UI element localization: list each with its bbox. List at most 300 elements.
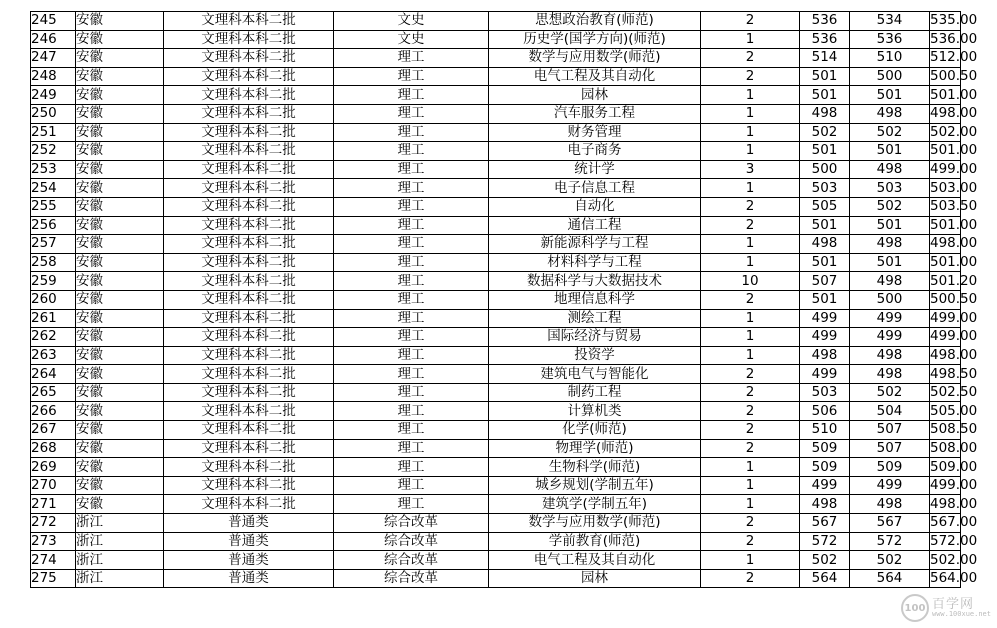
major-cell: 制药工程 — [489, 383, 701, 402]
min-score-cell: 500 — [850, 290, 930, 309]
province-cell: 安徽 — [76, 346, 164, 365]
enrolled-count-cell: 2 — [701, 514, 800, 533]
row-index-cell: 260 — [31, 290, 76, 309]
max-score-cell: 509 — [800, 439, 850, 458]
avg-score-cell: 508.50 — [930, 421, 978, 438]
row-index-cell: 259 — [31, 272, 76, 291]
max-score-cell: 502 — [800, 551, 850, 570]
watermark-text-group — [932, 598, 991, 618]
table-body — [31, 12, 978, 588]
province-cell: 安徽 — [76, 235, 164, 254]
major-cell: 城乡规划(学制五年) — [489, 476, 701, 495]
batch-cell: 文理科本科二批 — [164, 12, 334, 31]
major-cell: 学前教育(师范) — [489, 532, 701, 551]
row-index-cell: 269 — [31, 458, 76, 477]
subject-type-cell: 理工 — [334, 216, 489, 235]
avg-score-cell: 502.00 — [930, 123, 978, 140]
enrolled-count-cell: 2 — [701, 383, 800, 402]
batch-cell: 文理科本科二批 — [164, 253, 334, 272]
province-cell: 安徽 — [76, 458, 164, 477]
avg-score-cell: 536.00 — [930, 30, 978, 47]
batch-cell: 文理科本科二批 — [164, 235, 334, 254]
table-row — [31, 86, 961, 105]
table-row — [31, 216, 961, 235]
avg-score-cell: 564.00 — [930, 570, 978, 587]
table-row — [31, 458, 961, 477]
avg-score-cell: 501.20 — [930, 272, 978, 289]
row-index-cell: 256 — [31, 216, 76, 235]
avg-score-cell: 500.50 — [930, 68, 978, 85]
province-cell: 安徽 — [76, 104, 164, 123]
avg-score-cell: 499.00 — [930, 328, 978, 345]
enrolled-count-cell: 1 — [701, 476, 800, 495]
min-score-cell: 509 — [850, 458, 930, 477]
enrolled-count-cell: 2 — [701, 197, 800, 216]
min-score-cell: 507 — [850, 439, 930, 458]
enrolled-count-cell: 1 — [701, 235, 800, 254]
admission-scores-table — [30, 11, 978, 588]
table-row — [31, 532, 961, 551]
province-cell: 安徽 — [76, 290, 164, 309]
table-row — [31, 551, 961, 570]
row-index-cell: 273 — [31, 532, 76, 551]
batch-cell: 文理科本科二批 — [164, 495, 334, 514]
table-row — [31, 309, 961, 328]
table-row — [31, 123, 961, 142]
max-score-cell: 510 — [800, 421, 850, 440]
max-score-cell: 564 — [800, 569, 850, 588]
avg-score-cell: 500.50 — [930, 291, 978, 308]
major-cell: 物理学(师范) — [489, 439, 701, 458]
province-cell: 安徽 — [76, 495, 164, 514]
province-cell: 安徽 — [76, 272, 164, 291]
batch-cell: 文理科本科二批 — [164, 328, 334, 347]
min-score-cell: 498 — [850, 346, 930, 365]
enrolled-count-cell: 2 — [701, 49, 800, 68]
enrolled-count-cell: 2 — [701, 421, 800, 440]
avg-score-cell: 498.00 — [930, 346, 978, 363]
avg-score-cell: 535.00 — [930, 12, 978, 29]
row-index-cell: 253 — [31, 160, 76, 179]
min-score-cell: 501 — [850, 142, 930, 161]
enrolled-count-cell: 2 — [701, 290, 800, 309]
min-score-cell: 499 — [850, 328, 930, 347]
subject-type-cell: 理工 — [334, 49, 489, 68]
major-cell: 测绘工程 — [489, 309, 701, 328]
table-row — [31, 235, 961, 254]
max-score-cell: 499 — [800, 328, 850, 347]
min-score-cell: 501 — [850, 253, 930, 272]
subject-type-cell: 理工 — [334, 421, 489, 440]
min-score-cell: 498 — [850, 235, 930, 254]
subject-type-cell: 理工 — [334, 458, 489, 477]
min-score-cell: 498 — [850, 160, 930, 179]
row-index-cell: 274 — [31, 551, 76, 570]
batch-cell: 文理科本科二批 — [164, 104, 334, 123]
batch-cell: 文理科本科二批 — [164, 67, 334, 86]
enrolled-count-cell: 2 — [701, 402, 800, 421]
row-index-cell: 262 — [31, 328, 76, 347]
avg-score-cell: 572.00 — [930, 532, 978, 549]
min-score-cell: 567 — [850, 514, 930, 533]
major-cell: 地理信息科学 — [489, 290, 701, 309]
batch-cell: 文理科本科二批 — [164, 216, 334, 235]
enrolled-count-cell: 2 — [701, 569, 800, 588]
batch-cell: 文理科本科二批 — [164, 123, 334, 142]
province-cell: 浙江 — [76, 569, 164, 588]
avg-score-cell: 501.00 — [930, 216, 978, 233]
max-score-cell: 501 — [800, 67, 850, 86]
major-cell: 电气工程及其自动化 — [489, 551, 701, 570]
subject-type-cell: 理工 — [334, 495, 489, 514]
batch-cell: 文理科本科二批 — [164, 197, 334, 216]
subject-type-cell: 理工 — [334, 197, 489, 216]
max-score-cell: 501 — [800, 142, 850, 161]
subject-type-cell: 理工 — [334, 365, 489, 384]
max-score-cell: 514 — [800, 49, 850, 68]
min-score-cell: 536 — [850, 30, 930, 49]
avg-score-cell: 505.00 — [930, 402, 978, 419]
major-cell: 统计学 — [489, 160, 701, 179]
table-row — [31, 383, 961, 402]
watermark-url: www.100xue.net — [931, 610, 991, 618]
province-cell: 安徽 — [76, 328, 164, 347]
enrolled-count-cell: 2 — [701, 439, 800, 458]
row-index-cell: 271 — [31, 495, 76, 514]
avg-score-cell: 509.00 — [930, 458, 978, 475]
table-row — [31, 272, 961, 291]
enrolled-count-cell: 1 — [701, 86, 800, 105]
watermark — [901, 594, 991, 622]
batch-cell: 文理科本科二批 — [164, 86, 334, 105]
province-cell: 安徽 — [76, 179, 164, 198]
row-index-cell: 266 — [31, 402, 76, 421]
major-cell: 园林 — [489, 569, 701, 588]
subject-type-cell: 理工 — [334, 142, 489, 161]
batch-cell: 文理科本科二批 — [164, 439, 334, 458]
avg-score-cell: 498.00 — [930, 235, 978, 252]
min-score-cell: 502 — [850, 383, 930, 402]
province-cell: 安徽 — [76, 309, 164, 328]
subject-type-cell: 理工 — [334, 309, 489, 328]
province-cell: 安徽 — [76, 160, 164, 179]
max-score-cell: 498 — [800, 104, 850, 123]
table-row — [31, 402, 961, 421]
table-row — [31, 328, 961, 347]
province-cell: 安徽 — [76, 439, 164, 458]
enrolled-count-cell: 3 — [701, 160, 800, 179]
max-score-cell: 499 — [800, 365, 850, 384]
major-cell: 数学与应用数学(师范) — [489, 49, 701, 68]
table-row — [31, 49, 961, 68]
row-index-cell: 261 — [31, 309, 76, 328]
table-row — [31, 104, 961, 123]
subject-type-cell: 文史 — [334, 12, 489, 31]
subject-type-cell: 综合改革 — [334, 569, 489, 588]
batch-cell: 文理科本科二批 — [164, 309, 334, 328]
batch-cell: 文理科本科二批 — [164, 458, 334, 477]
batch-cell: 文理科本科二批 — [164, 290, 334, 309]
enrolled-count-cell: 1 — [701, 179, 800, 198]
max-score-cell: 567 — [800, 514, 850, 533]
province-cell: 浙江 — [76, 532, 164, 551]
table-row — [31, 569, 961, 588]
table-row — [31, 253, 961, 272]
enrolled-count-cell: 1 — [701, 328, 800, 347]
min-score-cell: 498 — [850, 104, 930, 123]
batch-cell: 文理科本科二批 — [164, 30, 334, 49]
subject-type-cell: 理工 — [334, 253, 489, 272]
subject-type-cell: 理工 — [334, 104, 489, 123]
row-index-cell: 255 — [31, 197, 76, 216]
row-index-cell: 248 — [31, 67, 76, 86]
max-score-cell: 501 — [800, 216, 850, 235]
table-row — [31, 179, 961, 198]
enrolled-count-cell: 1 — [701, 123, 800, 142]
table-row — [31, 12, 961, 31]
province-cell: 安徽 — [76, 67, 164, 86]
major-cell: 建筑电气与智能化 — [489, 365, 701, 384]
subject-type-cell: 理工 — [334, 476, 489, 495]
row-index-cell: 249 — [31, 86, 76, 105]
province-cell: 安徽 — [76, 197, 164, 216]
table-row — [31, 30, 961, 49]
avg-score-cell: 508.00 — [930, 439, 978, 456]
avg-score-cell: 502.00 — [930, 551, 978, 568]
avg-score-cell: 499.00 — [930, 477, 978, 494]
major-cell: 化学(师范) — [489, 421, 701, 440]
enrolled-count-cell: 2 — [701, 12, 800, 31]
avg-score-cell: 499.00 — [930, 309, 978, 326]
min-score-cell: 498 — [850, 365, 930, 384]
batch-cell: 文理科本科二批 — [164, 402, 334, 421]
max-score-cell: 502 — [800, 123, 850, 142]
row-index-cell: 267 — [31, 421, 76, 440]
min-score-cell: 510 — [850, 49, 930, 68]
min-score-cell: 501 — [850, 86, 930, 105]
table-row — [31, 290, 961, 309]
enrolled-count-cell: 2 — [701, 365, 800, 384]
max-score-cell: 498 — [800, 346, 850, 365]
table-row — [31, 514, 961, 533]
enrolled-count-cell: 1 — [701, 309, 800, 328]
province-cell: 安徽 — [76, 476, 164, 495]
subject-type-cell: 综合改革 — [334, 532, 489, 551]
table-row — [31, 495, 961, 514]
max-score-cell: 503 — [800, 383, 850, 402]
max-score-cell: 503 — [800, 179, 850, 198]
avg-score-cell: 503.50 — [930, 198, 978, 215]
subject-type-cell: 理工 — [334, 328, 489, 347]
table-row — [31, 142, 961, 161]
batch-cell: 普通类 — [164, 551, 334, 570]
major-cell: 投资学 — [489, 346, 701, 365]
row-index-cell: 245 — [31, 12, 76, 31]
enrolled-count-cell: 1 — [701, 458, 800, 477]
min-score-cell: 498 — [850, 495, 930, 514]
subject-type-cell: 理工 — [334, 439, 489, 458]
enrolled-count-cell: 1 — [701, 495, 800, 514]
min-score-cell: 502 — [850, 197, 930, 216]
subject-type-cell: 理工 — [334, 86, 489, 105]
min-score-cell: 499 — [850, 309, 930, 328]
province-cell: 安徽 — [76, 216, 164, 235]
max-score-cell: 499 — [800, 309, 850, 328]
enrolled-count-cell: 2 — [701, 67, 800, 86]
min-score-cell: 498 — [850, 272, 930, 291]
major-cell: 数学与应用数学(师范) — [489, 514, 701, 533]
row-index-cell: 268 — [31, 439, 76, 458]
max-score-cell: 499 — [800, 476, 850, 495]
max-score-cell: 498 — [800, 235, 850, 254]
subject-type-cell: 理工 — [334, 383, 489, 402]
subject-type-cell: 理工 — [334, 290, 489, 309]
max-score-cell: 536 — [800, 30, 850, 49]
table-row — [31, 476, 961, 495]
max-score-cell: 536 — [800, 12, 850, 31]
major-cell: 电气工程及其自动化 — [489, 67, 701, 86]
enrolled-count-cell: 1 — [701, 142, 800, 161]
major-cell: 生物科学(师范) — [489, 458, 701, 477]
min-score-cell: 503 — [850, 179, 930, 198]
major-cell: 历史学(国学方向)(师范) — [489, 30, 701, 49]
enrolled-count-cell: 1 — [701, 104, 800, 123]
max-score-cell: 506 — [800, 402, 850, 421]
subject-type-cell: 理工 — [334, 346, 489, 365]
province-cell: 安徽 — [76, 123, 164, 142]
min-score-cell: 564 — [850, 569, 930, 588]
table-row — [31, 439, 961, 458]
avg-score-cell: 501.00 — [930, 86, 978, 103]
major-cell: 园林 — [489, 86, 701, 105]
min-score-cell: 534 — [850, 12, 930, 31]
batch-cell: 文理科本科二批 — [164, 160, 334, 179]
avg-score-cell: 499.00 — [930, 161, 978, 178]
batch-cell: 文理科本科二批 — [164, 476, 334, 495]
batch-cell: 普通类 — [164, 532, 334, 551]
min-score-cell: 502 — [850, 123, 930, 142]
major-cell: 财务管理 — [489, 123, 701, 142]
subject-type-cell: 综合改革 — [334, 514, 489, 533]
major-cell: 数据科学与大数据技术 — [489, 272, 701, 291]
table-row — [31, 160, 961, 179]
subject-type-cell: 文史 — [334, 30, 489, 49]
avg-score-cell: 567.00 — [930, 514, 978, 531]
enrolled-count-cell: 2 — [701, 216, 800, 235]
enrolled-count-cell: 1 — [701, 551, 800, 570]
batch-cell: 文理科本科二批 — [164, 421, 334, 440]
min-score-cell: 507 — [850, 421, 930, 440]
subject-type-cell: 理工 — [334, 402, 489, 421]
avg-score-cell: 512.00 — [930, 49, 978, 66]
batch-cell: 文理科本科二批 — [164, 365, 334, 384]
row-index-cell: 264 — [31, 365, 76, 384]
row-index-cell: 254 — [31, 179, 76, 198]
row-index-cell: 257 — [31, 235, 76, 254]
avg-score-cell: 501.00 — [930, 142, 978, 159]
major-cell: 计算机类 — [489, 402, 701, 421]
table-row — [31, 346, 961, 365]
province-cell: 安徽 — [76, 142, 164, 161]
avg-score-cell: 501.00 — [930, 254, 978, 271]
enrolled-count-cell: 1 — [701, 253, 800, 272]
subject-type-cell: 理工 — [334, 235, 489, 254]
subject-type-cell: 理工 — [334, 123, 489, 142]
batch-cell: 文理科本科二批 — [164, 383, 334, 402]
row-index-cell: 270 — [31, 476, 76, 495]
major-cell: 建筑学(学制五年) — [489, 495, 701, 514]
watermark-logo-icon: 100 — [901, 594, 929, 622]
province-cell: 安徽 — [76, 421, 164, 440]
min-score-cell: 501 — [850, 216, 930, 235]
province-cell: 安徽 — [76, 12, 164, 31]
row-index-cell: 246 — [31, 30, 76, 49]
min-score-cell: 500 — [850, 67, 930, 86]
province-cell: 安徽 — [76, 365, 164, 384]
avg-score-cell: 498.50 — [930, 365, 978, 382]
province-cell: 安徽 — [76, 49, 164, 68]
subject-type-cell: 理工 — [334, 272, 489, 291]
province-cell: 安徽 — [76, 402, 164, 421]
enrolled-count-cell: 10 — [701, 272, 800, 291]
row-index-cell: 247 — [31, 49, 76, 68]
enrolled-count-cell: 2 — [701, 532, 800, 551]
row-index-cell: 275 — [31, 569, 76, 588]
avg-score-cell: 498.00 — [930, 105, 978, 122]
table-row — [31, 365, 961, 384]
table-row — [31, 67, 961, 86]
subject-type-cell: 理工 — [334, 179, 489, 198]
min-score-cell: 572 — [850, 532, 930, 551]
max-score-cell: 500 — [800, 160, 850, 179]
avg-score-cell: 502.50 — [930, 384, 978, 401]
province-cell: 安徽 — [76, 86, 164, 105]
major-cell: 电子商务 — [489, 142, 701, 161]
major-cell: 汽车服务工程 — [489, 104, 701, 123]
table-row — [31, 421, 961, 440]
max-score-cell: 498 — [800, 495, 850, 514]
max-score-cell: 501 — [800, 290, 850, 309]
province-cell: 安徽 — [76, 30, 164, 49]
row-index-cell: 250 — [31, 104, 76, 123]
batch-cell: 文理科本科二批 — [164, 49, 334, 68]
major-cell: 自动化 — [489, 197, 701, 216]
province-cell: 浙江 — [76, 551, 164, 570]
row-index-cell: 272 — [31, 514, 76, 533]
subject-type-cell: 理工 — [334, 67, 489, 86]
min-score-cell: 502 — [850, 551, 930, 570]
max-score-cell: 501 — [800, 253, 850, 272]
batch-cell: 文理科本科二批 — [164, 142, 334, 161]
max-score-cell: 507 — [800, 272, 850, 291]
province-cell: 安徽 — [76, 383, 164, 402]
watermark-text: 百学网 — [931, 597, 974, 612]
table-row — [31, 197, 961, 216]
batch-cell: 文理科本科二批 — [164, 346, 334, 365]
major-cell: 通信工程 — [489, 216, 701, 235]
enrolled-count-cell: 1 — [701, 346, 800, 365]
max-score-cell: 505 — [800, 197, 850, 216]
max-score-cell: 572 — [800, 532, 850, 551]
major-cell: 国际经济与贸易 — [489, 328, 701, 347]
major-cell: 电子信息工程 — [489, 179, 701, 198]
avg-score-cell: 503.00 — [930, 179, 978, 196]
batch-cell: 文理科本科二批 — [164, 272, 334, 291]
row-index-cell: 258 — [31, 253, 76, 272]
max-score-cell: 509 — [800, 458, 850, 477]
row-index-cell: 251 — [31, 123, 76, 142]
batch-cell: 文理科本科二批 — [164, 179, 334, 198]
